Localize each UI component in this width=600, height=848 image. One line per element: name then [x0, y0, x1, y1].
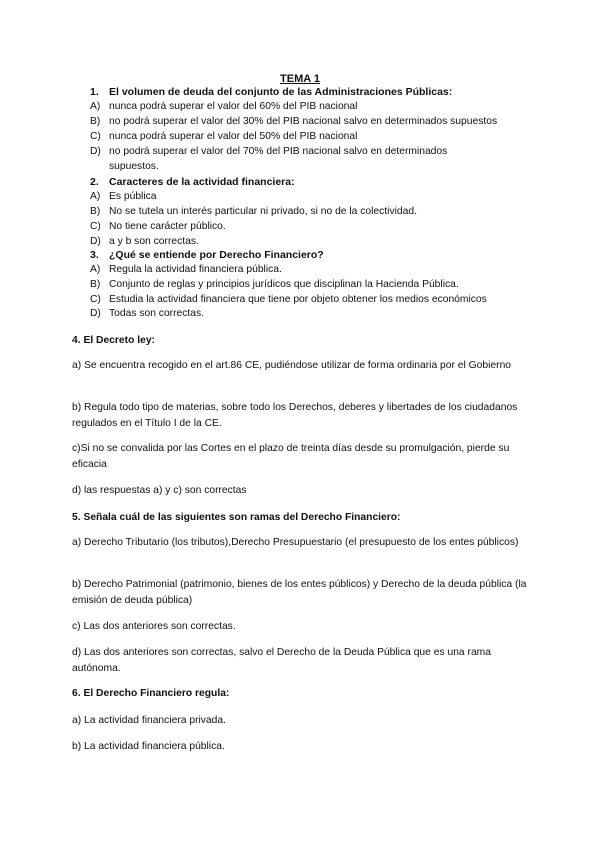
- option-text: Regula la actividad financiera pública.: [109, 264, 282, 275]
- option-text: Es pública: [109, 191, 157, 202]
- q2-option-c: [90, 220, 226, 235]
- page-title: TEMA 1: [280, 73, 320, 85]
- q4-answer-a: a) Se encuentra recogido en el art.86 CE, pudiéndose utilizar de forma ordinaria por el Gobierno: [72, 360, 512, 371]
- question-3: [90, 249, 324, 261]
- question-number: 3.: [90, 249, 99, 261]
- q3-option-d: [90, 307, 204, 322]
- option-letter: D): [90, 308, 101, 319]
- q6-answer-a: a) La actividad financiera privada.: [72, 715, 226, 726]
- option-text: nunca podrá superar el valor del 50% del PIB nacional: [109, 131, 358, 142]
- question-6-heading: 6. El Derecho Financiero regula:: [72, 688, 230, 699]
- q5-answer-d: d) Las dos anteriores son correctas, salvo el Derecho de la Deuda Pública que es una rama autónoma.: [72, 647, 491, 674]
- option-letter: A): [90, 101, 101, 112]
- q2-option-d: [90, 235, 199, 250]
- option-letter: C): [90, 221, 101, 232]
- question-1: [90, 86, 452, 98]
- option-text: No tiene carácter público.: [109, 221, 226, 232]
- option-letter: C): [90, 131, 101, 142]
- q5-answer-c: c) Las dos anteriores son correctas.: [72, 621, 236, 632]
- q1-option-d: [90, 145, 494, 174]
- option-letter: B): [90, 279, 101, 290]
- question-5-heading: 5. Señala cuál de las siguientes son ramas del Derecho Financiero:: [72, 512, 401, 523]
- option-text: a y b son correctas.: [109, 236, 199, 247]
- q1-option-c: [90, 130, 357, 145]
- q3-option-b: [90, 278, 459, 293]
- question-2: [90, 176, 295, 188]
- q5-answer-b: b) Derecho Patrimonial (patrimonio, bienes de los entes públicos) y Derecho de la deuda pública (la emisión de deuda pública): [72, 579, 527, 606]
- option-letter: D): [90, 146, 101, 157]
- option-text: Estudia la actividad financiera que tiene por objeto obtener los medios económicos: [109, 294, 487, 305]
- q5-answer-a: a) Derecho Tributario (los tributos),Derecho Presupuestario (el presupuesto de los entes públicos): [72, 537, 519, 548]
- option-text: No se tutela un interés particular ni privado, si no de la colectividad.: [109, 206, 417, 217]
- option-letter: B): [90, 116, 101, 127]
- option-letter: D): [90, 236, 101, 247]
- option-text: no podrá superar el valor del 70% del PIB nacional salvo en determinados supuestos.: [109, 146, 448, 172]
- option-text: no podrá superar el valor del 30% del PIB nacional salvo en determinados supuestos: [109, 116, 498, 127]
- question-text: El volumen de deuda del conjunto de las Administraciones Públicas:: [109, 86, 453, 98]
- question-number: 2.: [90, 176, 99, 188]
- option-letter: B): [90, 206, 101, 217]
- question-text: ¿Qué se entiende por Derecho Financiero?: [109, 249, 324, 261]
- q2-option-a: [90, 190, 157, 205]
- q1-option-b: [90, 115, 497, 130]
- q3-option-c: [90, 293, 487, 308]
- q4-answer-d: d) las respuestas a) y c) son correctas: [72, 485, 247, 496]
- q4-answer-c: c)Si no se convalida por las Cortes en el plazo de treinta días desde su promulgación, pierde su eficacia: [72, 443, 510, 470]
- q1-option-a: [90, 100, 357, 115]
- question-4-heading: 4. El Decreto ley:: [72, 335, 155, 346]
- option-text: Conjunto de reglas y principios jurídicos que disciplinan la Hacienda Pública.: [109, 279, 459, 290]
- q3-option-a: [90, 263, 282, 278]
- question-number: 1.: [90, 86, 99, 98]
- q4-answer-b: b) Regula todo tipo de materias, sobre todo los Derechos, deberes y libertades de los ciudadanos regulados en el Título I de la CE.: [72, 402, 518, 429]
- option-text: Todas son correctas.: [109, 308, 205, 319]
- q2-option-b: [90, 205, 417, 220]
- q6-answer-b: b) La actividad financiera pública.: [72, 741, 225, 752]
- option-letter: C): [90, 294, 101, 305]
- option-letter: A): [90, 191, 101, 202]
- option-text: nunca podrá superar el valor del 60% del PIB nacional: [109, 101, 358, 112]
- question-text: Caracteres de la actividad financiera:: [109, 176, 295, 188]
- option-letter: A): [90, 264, 101, 275]
